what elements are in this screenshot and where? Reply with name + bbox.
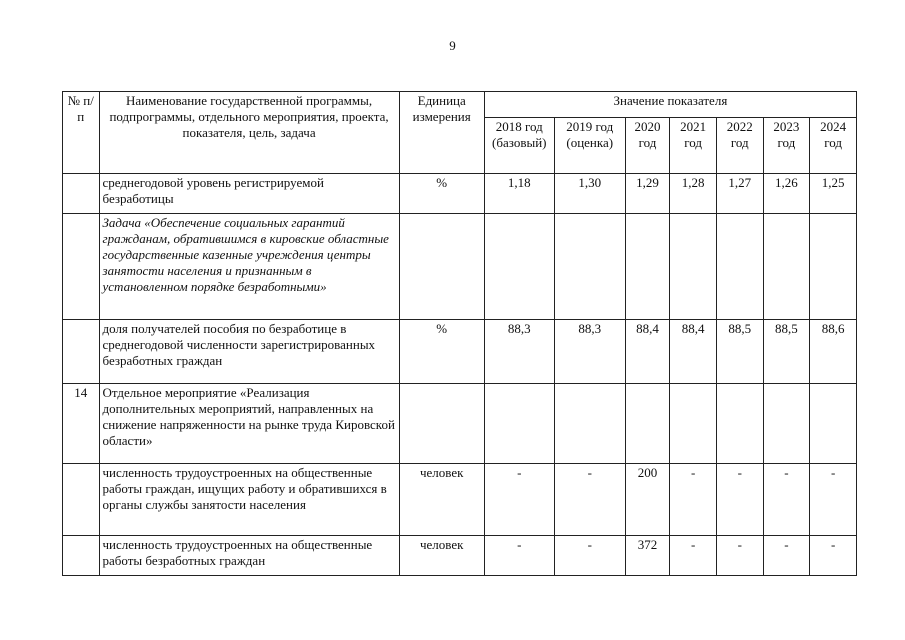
row-unit <box>399 384 484 464</box>
row-value: - <box>484 464 554 536</box>
row-value: - <box>670 464 717 536</box>
row-num <box>63 174 100 214</box>
row-value: - <box>810 536 857 576</box>
row-num <box>63 536 100 576</box>
row-value: 88,3 <box>484 320 554 384</box>
row-value: 88,3 <box>554 320 625 384</box>
row-value: - <box>554 464 625 536</box>
row-value: 1,29 <box>625 174 670 214</box>
header-year: 2022 год <box>716 118 763 174</box>
row-num <box>63 320 100 384</box>
row-name: численность трудоустроенных на общественные работы граждан, ищущих работу и обратившихся в органы службы занятости населения <box>99 464 399 536</box>
row-value: - <box>763 536 810 576</box>
table-row <box>63 536 857 576</box>
header-year: 2023 год <box>763 118 810 174</box>
header-value: Значение показателя <box>484 92 856 118</box>
row-value <box>716 384 763 464</box>
row-value: - <box>716 464 763 536</box>
row-value <box>810 214 857 320</box>
row-value <box>763 214 810 320</box>
row-value: 88,5 <box>716 320 763 384</box>
header-name: Наименование государственной программы, подпрограммы, отдельного мероприятия, проекта, показателя, цель, задача <box>99 92 399 174</box>
row-num: 14 <box>63 384 100 464</box>
row-value: 1,30 <box>554 174 625 214</box>
row-num <box>63 464 100 536</box>
row-value: 88,5 <box>763 320 810 384</box>
row-value: 200 <box>625 464 670 536</box>
row-value <box>763 384 810 464</box>
header-year: 2021 год <box>670 118 717 174</box>
table-row <box>63 214 857 320</box>
row-value: 1,18 <box>484 174 554 214</box>
row-value <box>554 214 625 320</box>
header-year: 2019 год (оценка) <box>554 118 625 174</box>
row-value: - <box>484 536 554 576</box>
row-unit: человек <box>399 536 484 576</box>
table-row <box>63 384 857 464</box>
table-row <box>63 464 857 536</box>
row-value: - <box>716 536 763 576</box>
row-name: Отдельное мероприятие «Реализация дополнительных мероприятий, направленных на снижение напряженности на рынке труда Кировской области» <box>99 384 399 464</box>
row-value: 372 <box>625 536 670 576</box>
row-value: 88,6 <box>810 320 857 384</box>
row-value <box>484 214 554 320</box>
row-value <box>716 214 763 320</box>
header-num: № п/п <box>63 92 100 174</box>
page-number: 9 <box>449 38 456 53</box>
row-value: 88,4 <box>670 320 717 384</box>
row-unit: % <box>399 174 484 214</box>
row-unit: % <box>399 320 484 384</box>
row-value: 1,25 <box>810 174 857 214</box>
row-num <box>63 214 100 320</box>
row-name: среднегодовой уровень регистрируемой безработицы <box>99 174 399 214</box>
row-value: - <box>810 464 857 536</box>
row-unit <box>399 214 484 320</box>
row-value <box>670 384 717 464</box>
table-row <box>63 174 857 214</box>
row-value: - <box>554 536 625 576</box>
indicators-table <box>62 91 857 576</box>
row-value <box>670 214 717 320</box>
task-name: Задача «Обеспечение социальных гарантий гражданам, обратившимся в кировские областные государственные казенные учреждения центры занятости населения и признанным в установленном порядке безработными» <box>99 214 399 320</box>
row-value: - <box>763 464 810 536</box>
row-value: 1,26 <box>763 174 810 214</box>
row-name: численность трудоустроенных на общественные работы безработных граждан <box>99 536 399 576</box>
row-value <box>554 384 625 464</box>
row-value: 88,4 <box>625 320 670 384</box>
row-name: доля получателей пособия по безработице в среднегодовой численности зарегистрированных безработных граждан <box>99 320 399 384</box>
header-year: 2024 год <box>810 118 857 174</box>
row-value: - <box>670 536 717 576</box>
header-unit: Единица измерения <box>399 92 484 174</box>
row-value <box>625 214 670 320</box>
row-value: 1,27 <box>716 174 763 214</box>
row-unit: человек <box>399 464 484 536</box>
table-row <box>63 320 857 384</box>
row-value <box>484 384 554 464</box>
row-value <box>810 384 857 464</box>
row-value <box>625 384 670 464</box>
row-value: 1,28 <box>670 174 717 214</box>
header-year: 2020 год <box>625 118 670 174</box>
header-year: 2018 год (базовый) <box>484 118 554 174</box>
